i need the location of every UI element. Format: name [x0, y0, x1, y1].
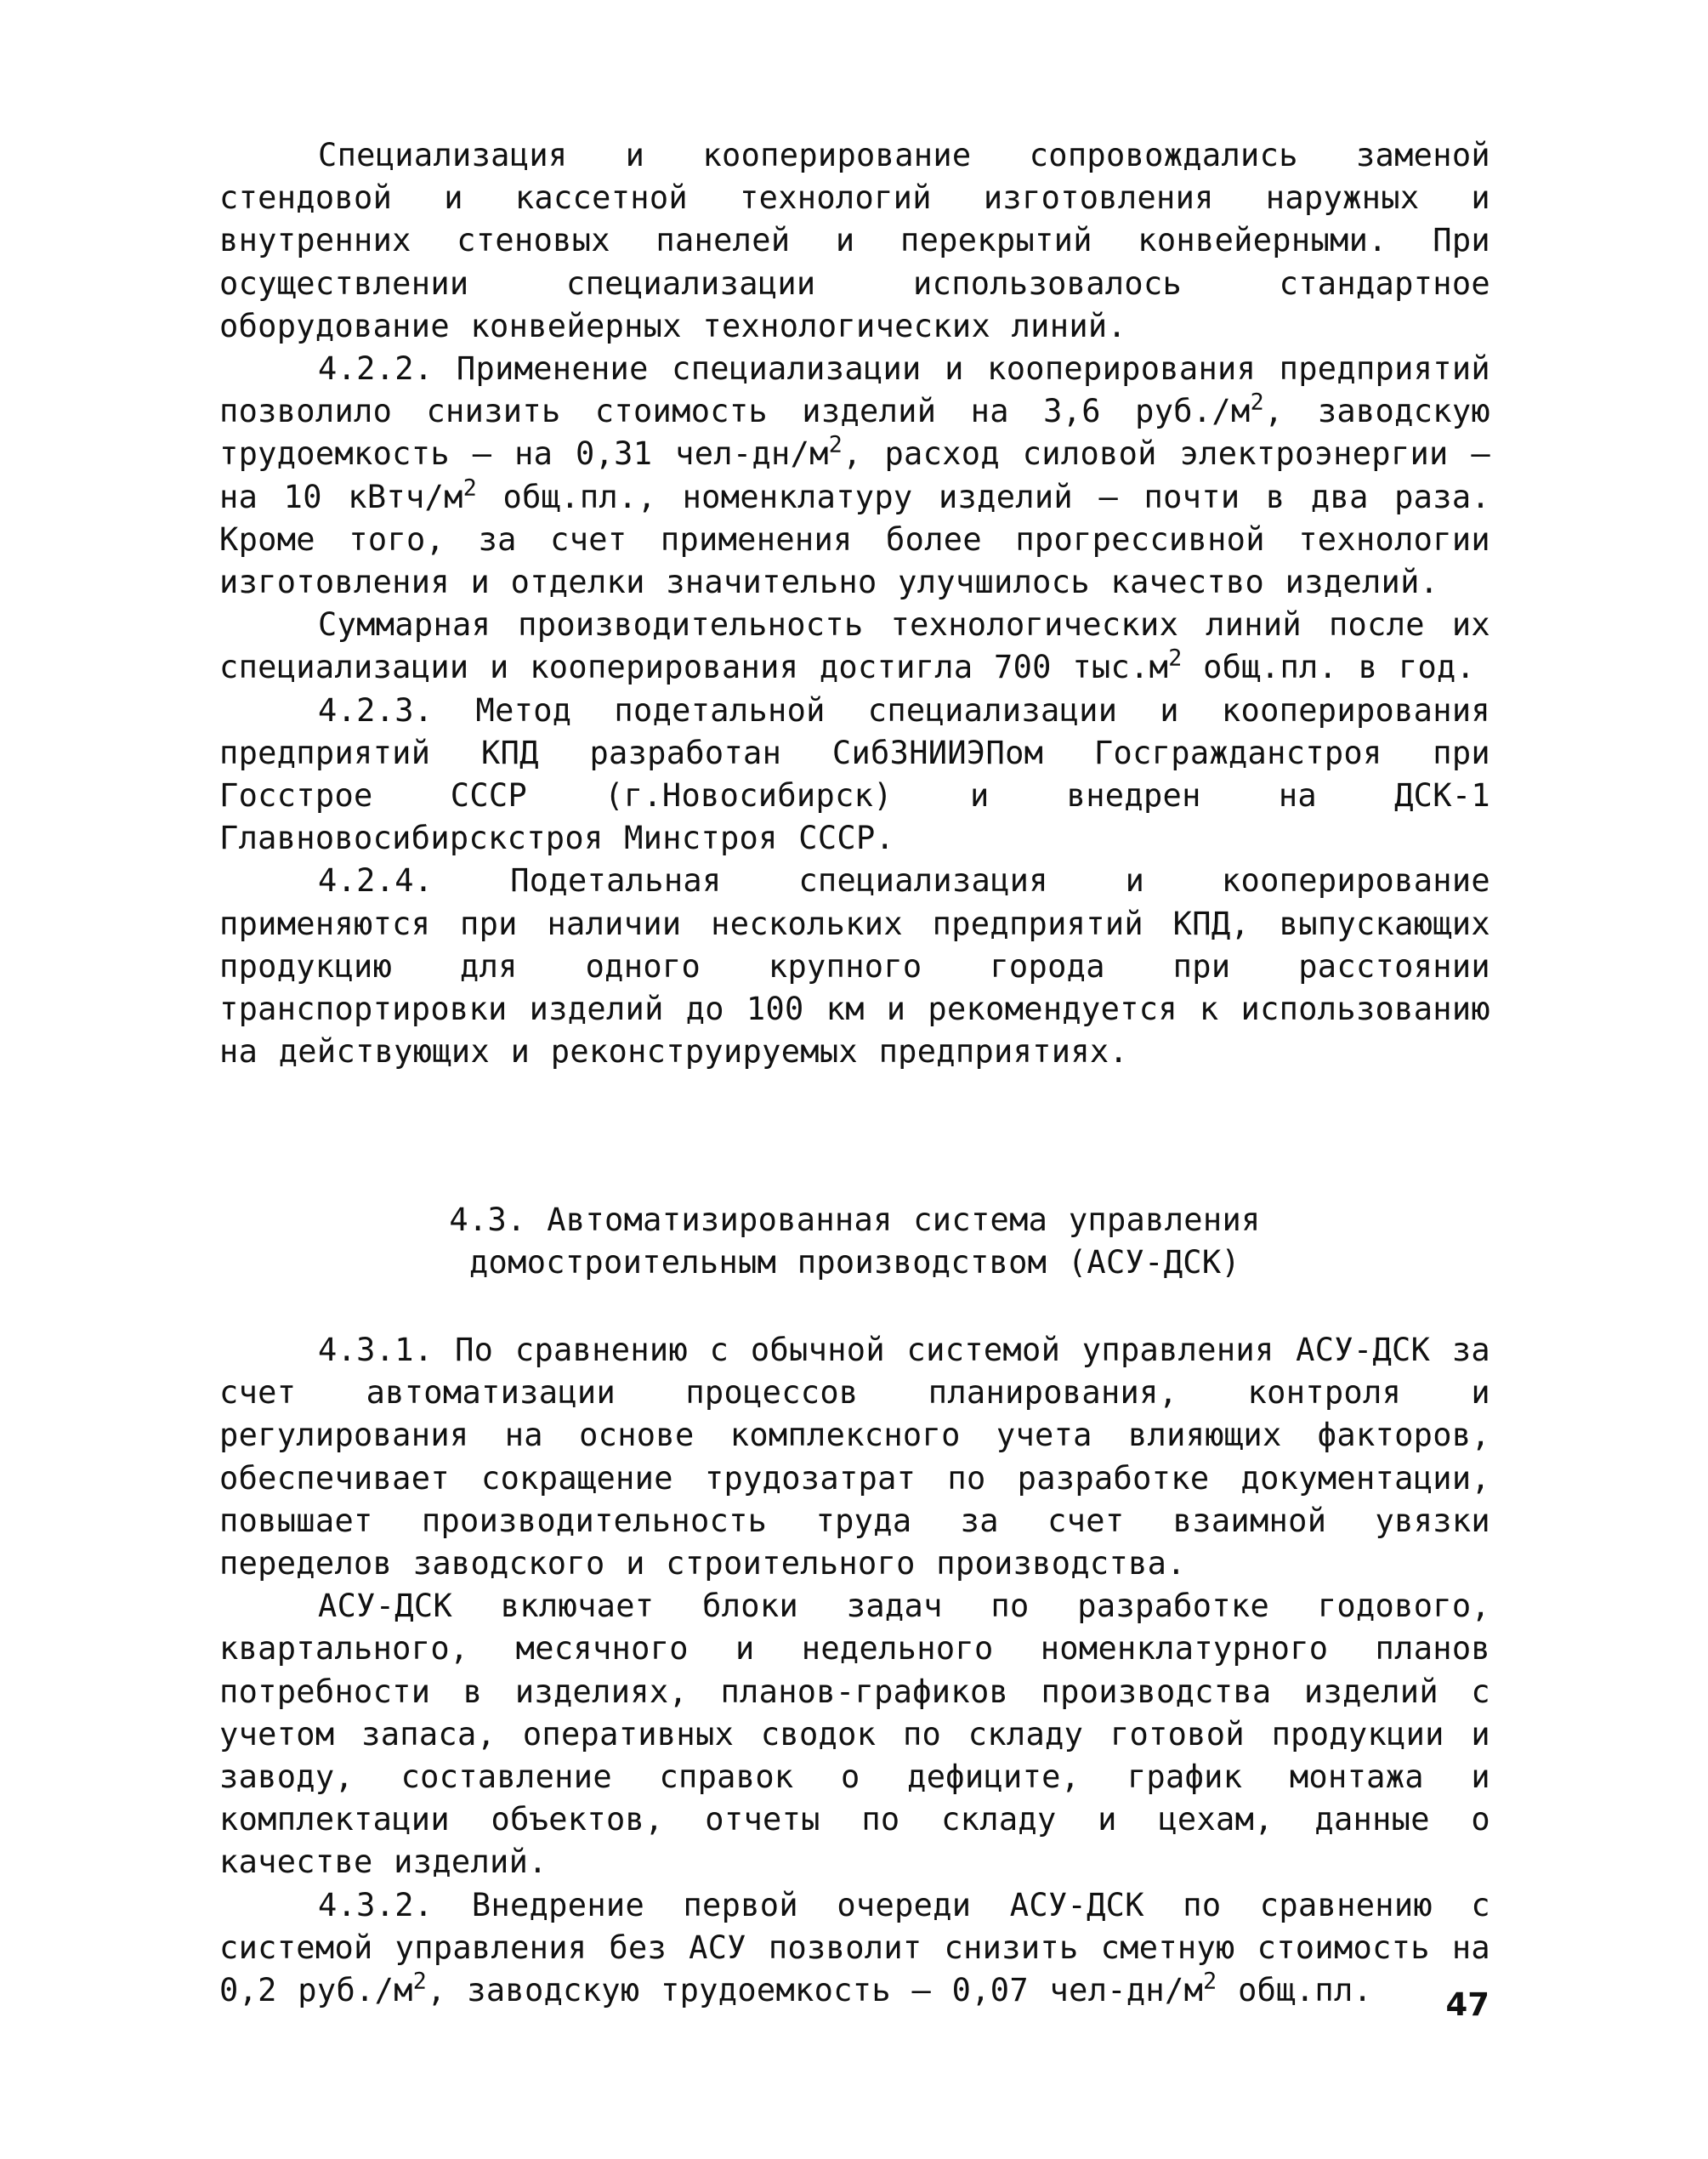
- superscript: 2: [412, 1968, 428, 1995]
- text-run: , заводскую трудоемкость – на 0,31 чел-дн/м: [219, 393, 1490, 473]
- paragraph-text: АСУ-ДСК включает блоки задач по разработке годового, квартального, месячного и недельного номенклатурного планов потребности в изделиях, планов-графиков производства изделий с учетом запаса, оперативных сводок по складу готовой продукции и заводу, составление справок о дефиците, график монтажа и комплектации объектов, отчеты по складу и цехам, данные о качестве изделий.: [219, 1588, 1490, 1881]
- section-4-2-body: [219, 134, 1490, 1073]
- text-run: , заводскую трудоемкость – 0,07 чел-дн/м: [427, 1972, 1204, 2009]
- superscript: 2: [1168, 645, 1183, 672]
- paragraph-text: 4.2.4. Подетальная специализация и кооперирование применяются при наличии нескольких предприятий КПД, выпускающих продукцию для одного крупного города при расстоянии транспортировки изделий до 100 км и рекомендуется к использованию на действующих и реконструируемых предприятиях.: [219, 862, 1490, 1071]
- section-4-3-heading: [219, 1199, 1490, 1284]
- text-run: 4.3.2. Внедрение первой очереди АСУ-ДСК по сравнению с системой управления без АСУ позволит снизить сметную стоимость на 0,2 руб./м: [219, 1886, 1490, 2009]
- paragraph-4-3-1: [219, 1329, 1490, 1585]
- heading-line-2: домостроительным производством (АСУ-ДСК): [468, 1244, 1241, 1281]
- paragraph-4-3-2: [219, 1884, 1490, 2013]
- page-number: 47: [1445, 1986, 1490, 2023]
- paragraph-text: Специализация и кооперирование сопровождались заменой стендовой и кассетной технологий изготовления наружных и внутренних стеновых панелей и перекрытий конвейерными. При осуществлении специализации использовалось стандартное оборудование конвейерных технологических линий.: [219, 137, 1490, 344]
- text-run: Суммарная производительность технологических линий после их специализации и кооперирования достигла 700 тыс.м: [219, 606, 1490, 686]
- paragraph-text: 4.2.3. Метод подетальной специализации и кооперирования предприятий КПД разработан СибЗНИИЭПом Госгражданстроя при Госстрое СССР (г.Новосибирск) и внедрен на ДСК-1 Главновосибирскстроя Минстроя СССР.: [219, 691, 1490, 857]
- text-run: общ.пл.: [1217, 1972, 1373, 2009]
- paragraph-4-2-3: [219, 690, 1490, 861]
- paragraph-specialization-intro: [219, 134, 1490, 348]
- text-run: , расход силовой электроэнергии – на 10 кВтч/м: [219, 435, 1490, 515]
- text-run: общ.пл., номенклатуру изделий – почти в два раза. Кроме того, за счет применения более прогрессивной технологии изготовления и отделки значительно улучшилось качество изделий.: [219, 478, 1490, 601]
- superscript: 2: [828, 431, 843, 458]
- text-run: 4.2.2. Применение специализации и кооперирования предприятий позволило снизить стоимость изделий на 3,6 руб./м: [219, 350, 1490, 430]
- section-4-3-body: [219, 1329, 1490, 2012]
- heading-line-1: 4.3. Автоматизированная система управления: [449, 1202, 1261, 1238]
- paragraph-4-2-4: [219, 860, 1490, 1073]
- superscript: 2: [1250, 389, 1264, 416]
- text-run: общ.пл. в год.: [1182, 649, 1476, 686]
- paragraph-text: 4.3.1. По сравнению с обычной системой управления АСУ-ДСК за счет автоматизации процессов планирования, контроля и регулирования на основе комплексного учета влияющих факторов, обеспечивает сокращение трудозатрат по разработке документации, повышает производительность труда за счет взаимной увязки переделов заводского и строительного производства.: [219, 1332, 1490, 1582]
- paragraph-total-productivity: [219, 604, 1490, 689]
- paragraph-asu-blocks: [219, 1585, 1490, 1883]
- paragraph-4-2-2: [219, 348, 1490, 604]
- superscript: 2: [1203, 1968, 1217, 1995]
- superscript: 2: [462, 474, 478, 501]
